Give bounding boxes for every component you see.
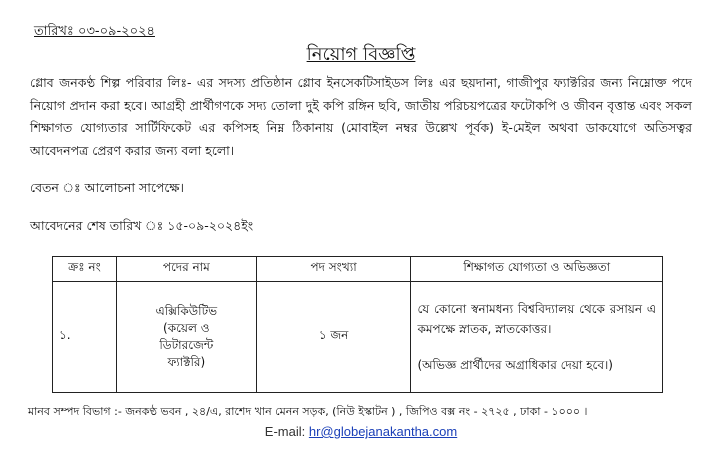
footer-address: মানব সম্পদ বিভাগ :- জনকণ্ঠ ভবন , ২৪/এ, রাশেদ খান মেনন সড়ক, (নিউ ইস্কাটন ) , জিপিও বক্স নং - ২৭২৫ , ঢাকা - ১০০০ । [28, 405, 588, 418]
email-line [0, 424, 722, 439]
post-name-line-2: (কয়েল ও [163, 321, 210, 335]
post-name-line-3: ডিটারজেন্ট [159, 338, 214, 352]
table-row [53, 282, 663, 393]
row-serial: ১. [53, 282, 117, 393]
email-label: E-mail: [264, 424, 306, 439]
header-qualification: শিক্ষাগত যোগ্যতা ও অভিজ্ঞতা [411, 257, 663, 282]
table-header-row [53, 257, 663, 282]
notice-date: তারিখঃ ০৩-০৯-২০২৪ [34, 24, 155, 39]
experience-note: (অভিজ্ঞ প্রার্থীদের অগ্রাধিকার দেয়া হবে।) [417, 358, 613, 372]
header-post-name: পদের নাম [116, 257, 256, 282]
email-link[interactable]: hr@globejanakantha.com [308, 424, 458, 439]
qualification-text: যে কোনো স্বনামধন্য বিশ্ববিদ্যালয় থেকে রসায়ন এ কমপক্ষে স্নাতক, স্নাতকোত্তর। [417, 302, 656, 336]
row-post-name [116, 282, 256, 393]
row-qualification [411, 282, 663, 393]
notice-body: গ্লোব জনকণ্ঠ শিল্প পরিবার লিঃ- এর সদস্য প্রতিষ্ঠান গ্লোব ইনসেকটিসাইডস লিঃ এর ছয়দানা, গাজীপুর ফ্যাক্টরির জন্য নিম্নোক্ত পদে নিয়োগ প্রদান করা হবে। আগ্রহী প্রার্থীগণকে সদ্য তোলা দুই কপি রঙ্গিন ছবি, জাতীয় পরিচয়পত্রের ফটোকপি ও জীবন বৃত্তান্ত এবং সকল শিক্ষাগত যোগ্যতার সার্টিফিকেট এর কপিসহ নিম্ন ঠিকানায় (মোবাইল নম্বর উল্লেখ পূর্বক) ই-মেইল অথবা ডাকযোগে অতিসত্বর আবেদনপত্র প্রেরণ করার জন্য বলা হলো। [30, 75, 692, 158]
deadline-line: আবেদনের শেষ তারিখ ঃ ১৫-০৯-২০২৪ইং [30, 218, 254, 233]
post-name-line-1: এক্সিকিউটিভ [155, 304, 218, 318]
header-serial: ক্রঃ নং [53, 257, 117, 282]
header-post-count: পদ সংখ্যা [256, 257, 411, 282]
notice-title: নিয়োগ বিজ্ঞপ্তি [306, 44, 416, 65]
post-name-line-4: ফ্যাক্টরি) [167, 355, 206, 369]
row-post-count: ১ জন [256, 282, 411, 393]
job-table [52, 256, 663, 393]
salary-line: বেতন ঃ আলোচনা সাপেক্ষে। [30, 180, 185, 195]
